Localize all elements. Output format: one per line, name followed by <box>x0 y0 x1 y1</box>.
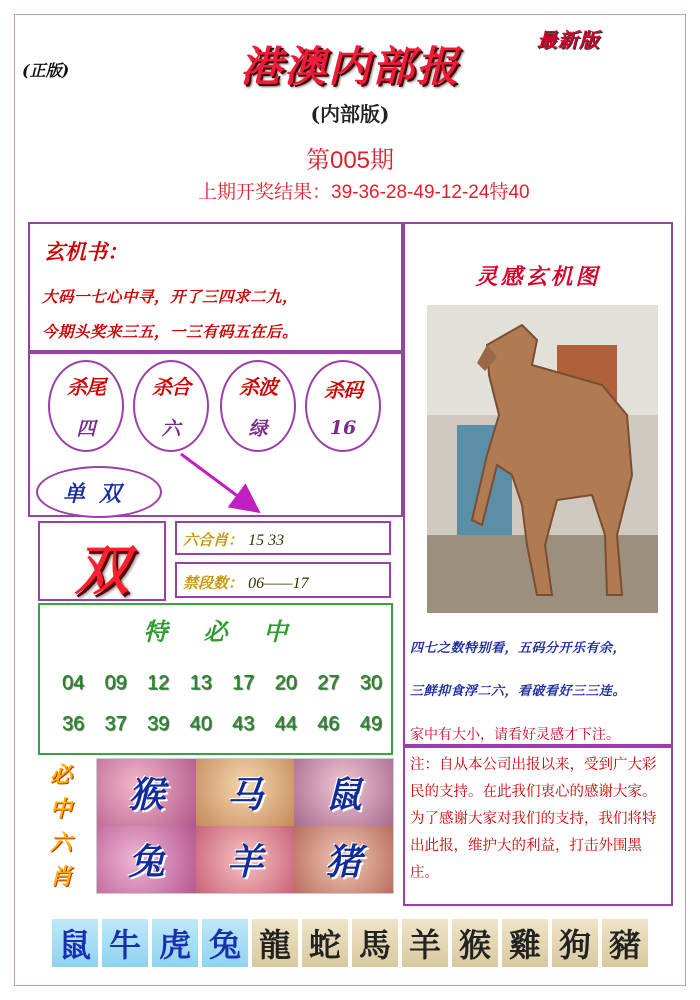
kill-sum <box>133 360 209 452</box>
page-subtitle: (内部版) <box>310 102 390 126</box>
zodiac-tile: 豬 <box>600 917 650 969</box>
kill-sum-label: 杀合 <box>152 375 190 399</box>
zodiac-tile: 鼠 <box>50 917 100 969</box>
page-title: 港澳内部报 <box>239 42 460 91</box>
xuanji-title: 玄机书： <box>44 239 128 264</box>
liuhe-box <box>175 521 391 555</box>
edition-label: (正版) <box>22 61 70 80</box>
kill-wave-label: 杀波 <box>239 375 277 399</box>
issue-number: 第005期 <box>305 147 395 174</box>
zodiac-cell: 羊 <box>196 826 295 893</box>
special-number: 20 <box>274 672 297 694</box>
zodiac-tile: 狗 <box>550 917 600 969</box>
special-row-1 <box>62 672 382 695</box>
zodiac-tile: 蛇 <box>300 917 350 969</box>
label-char: 六 <box>49 830 72 856</box>
special-number: 49 <box>359 713 382 735</box>
label-char: 必 <box>49 762 72 788</box>
zodiac-tile: 馬 <box>350 917 400 969</box>
six-zodiac-grid <box>96 758 394 894</box>
special-number: 36 <box>62 713 85 735</box>
jiashu-row <box>177 564 389 601</box>
zodiac-cell: 兔 <box>97 826 196 893</box>
zodiac-tile: 虎 <box>150 917 200 969</box>
special-number: 17 <box>232 672 255 694</box>
special-number: 12 <box>147 672 170 694</box>
kill-code <box>305 360 381 452</box>
special-number: 46 <box>317 713 340 735</box>
zodiac-tile: 猴 <box>450 917 500 969</box>
newest-label: 最新版 <box>537 28 600 52</box>
liuhe-value: 15 33 <box>248 532 285 549</box>
special-number: 13 <box>189 672 212 694</box>
single-double-ellipse: 单双 <box>36 466 162 518</box>
zodiac-tile: 龍 <box>250 917 300 969</box>
xuanji-line-2: 今期头奖来三五，一三有码五在后。 <box>42 322 299 341</box>
horse-statue-image <box>427 305 658 613</box>
zodiac-tile: 雞 <box>500 917 550 969</box>
special-row-2 <box>62 713 382 736</box>
note-line: 家中有大小，请看好灵感才下注。 <box>410 726 620 742</box>
horse-photo <box>427 305 658 613</box>
special-number: 43 <box>232 713 255 735</box>
special-number: 04 <box>62 672 85 694</box>
liuhe-row <box>177 523 389 556</box>
special-title: 特必中 <box>143 617 324 646</box>
kill-wave-value: 绿 <box>248 418 268 440</box>
inspiration-title: 灵感玄机图 <box>475 264 601 290</box>
verse-line-2: 三鲜抑食浮二六，看破看好三三连。 <box>410 684 627 699</box>
jiashu-label: 禁段数： <box>183 574 244 592</box>
xuanji-line-1: 大码一七心中寻，开了三四求二九， <box>42 287 299 306</box>
special-number: 37 <box>104 713 127 735</box>
zodiac-tile: 羊 <box>400 917 450 969</box>
jiashu-box <box>175 562 391 598</box>
zodiac-tiles <box>50 917 650 969</box>
kill-tail <box>48 360 124 452</box>
kill-wave <box>220 360 296 452</box>
zodiac-cell: 猪 <box>294 826 393 893</box>
six-zodiac-label <box>46 758 76 894</box>
zodiac-cell: 鼠 <box>294 759 393 826</box>
special-number: 44 <box>274 713 297 735</box>
zodiac-cell: 猴 <box>97 759 196 826</box>
last-result: 上期开奖结果：39-36-28-49-12-24特40 <box>198 182 530 203</box>
special-number: 30 <box>359 672 382 694</box>
kill-code-value: 16 <box>329 416 357 439</box>
special-number: 39 <box>147 713 170 735</box>
verse-line-1: 四七之数特别看，五码分开乐有余， <box>410 641 627 656</box>
jiashu-value: 06——17 <box>248 575 309 592</box>
zodiac-tile: 牛 <box>100 917 150 969</box>
arrow-icon <box>175 448 265 518</box>
big-char: 双 <box>75 538 129 602</box>
kill-code-label: 杀码 <box>324 377 362 402</box>
notice-text: 注：自从本公司出报以来，受到广大彩民的支持。在此我们衷心的感谢大家。为了感谢大家对我们的支持，我们将特出此报，维护大的利益，打击外围黑庄。 <box>410 757 657 881</box>
special-number: 27 <box>317 672 340 694</box>
kill-tail-value: 四 <box>76 418 96 440</box>
zodiac-tile: 兔 <box>200 917 250 969</box>
liuhe-label: 六合肖： <box>183 531 244 549</box>
special-number: 09 <box>104 672 127 694</box>
kill-sum-value: 六 <box>161 418 181 440</box>
zodiac-cell: 马 <box>196 759 295 826</box>
label-char: 肖 <box>49 864 72 890</box>
special-number: 40 <box>189 713 212 735</box>
label-char: 中 <box>49 796 72 822</box>
kill-tail-label: 杀尾 <box>67 375 105 399</box>
